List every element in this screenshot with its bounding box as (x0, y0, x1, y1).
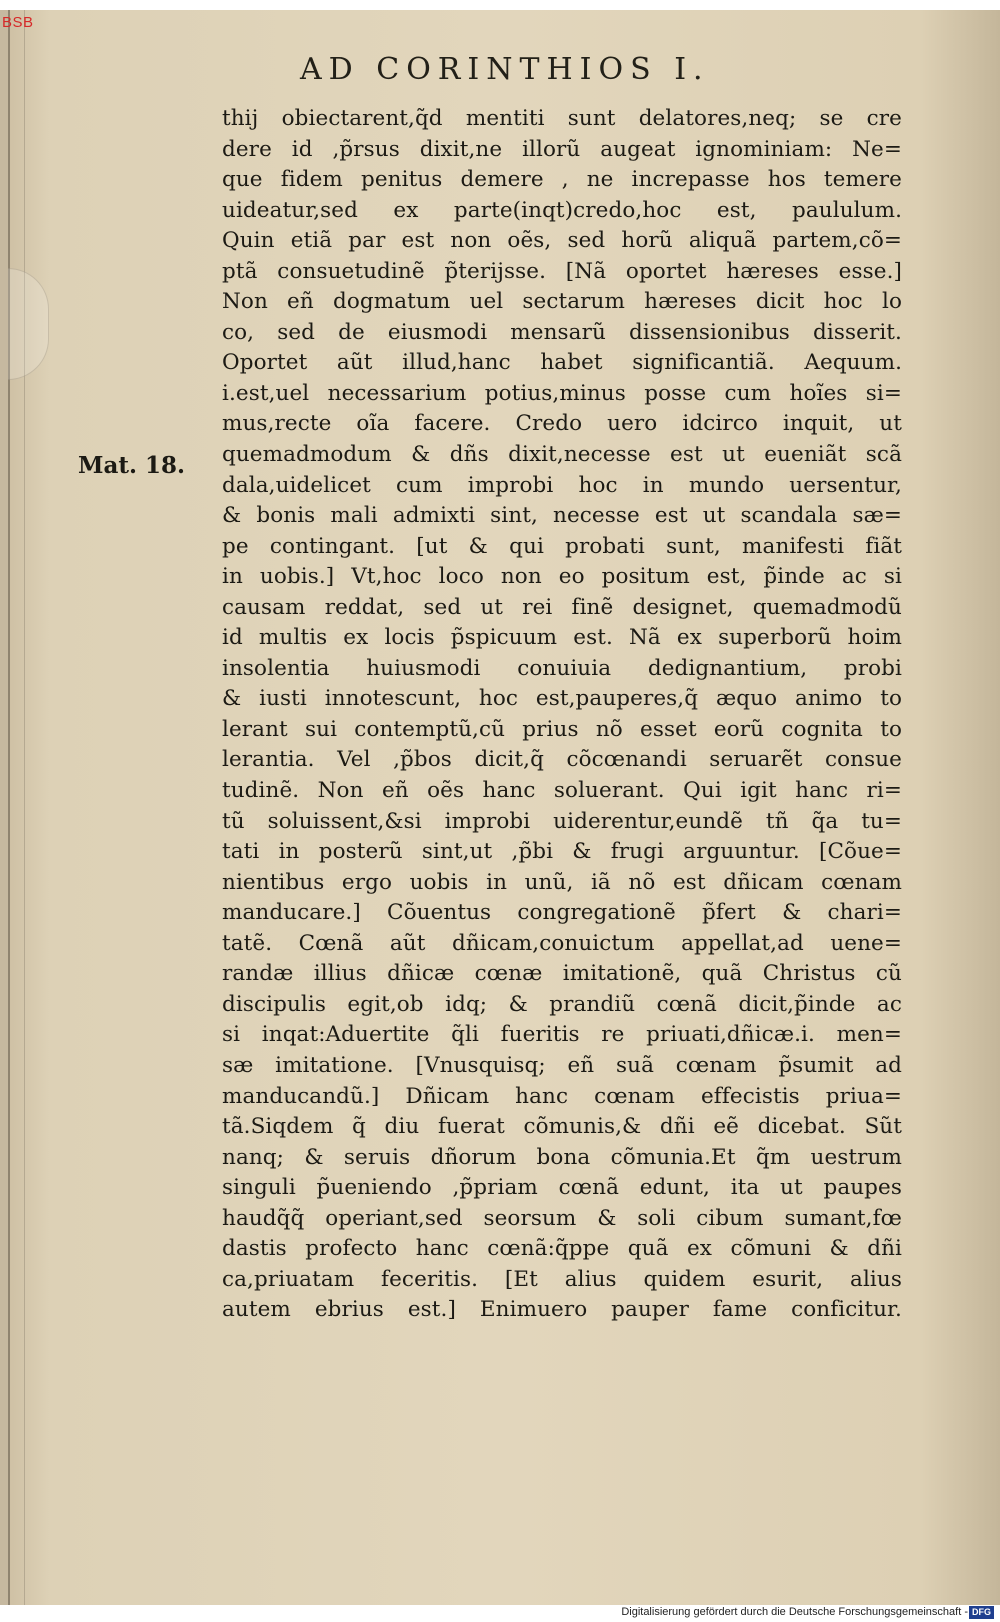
text-line: tã.Siqdem q̃ diu fuerat cõmunis,& dñi eẽ dicebat. Sũt (222, 1114, 902, 1140)
text-line: autem ebrius est.] Enimuero pauper fame conficitur. (222, 1297, 902, 1323)
text-line: & bonis mali admixti sint, necesse est ut scandala sæ= (222, 503, 902, 529)
text-line: mus,recte oĩa facere. Credo uero idcirco inquit, ut (222, 411, 902, 437)
text-line: dala,uidelicet cum improbi hoc in mundo uersentur, (222, 472, 902, 498)
text-line: haudq̃q̃ operiant,sed seorsum & soli cibum sumant,fœ (222, 1205, 902, 1231)
text-line: thij obiectarent,q̃d mentiti sunt delatores,neq; se cre (222, 106, 902, 131)
text-line: nanq; & seruis dñorum bona cõmunia.Et q̃m uestrum (222, 1144, 902, 1170)
text-line: Quin etiã par est non oẽs, sed horũ aliquã partem,cõ= (222, 228, 902, 254)
text-line: que fidem penitus demere , ne increpasse hos temere (222, 167, 902, 193)
text-line: manducare.] Cõuentus congregationẽ p̃fert & chari= (222, 900, 902, 926)
text-line: singuli p̃ueniendo ,p̃priam cœnã edunt, ita ut paupes (222, 1175, 902, 1201)
text-line: in uobis.] Vt,hoc loco non eo positum est, p̃inde ac si (222, 564, 902, 590)
text-line: discipulis egit,ob idq; & prandiũ cœnã dicit,p̃inde ac (222, 991, 902, 1017)
text-line: Non eñ dogmatum uel sectarum hæreses dicit hoc lo (222, 289, 902, 315)
text-line: tatẽ. Cœnã aũt dñicam,conuictum appellat,ad uene= (222, 930, 902, 956)
text-line: pe contingant. [ut & qui probati sunt, manifesti fiãt (222, 533, 902, 559)
text-line: Oportet aũt illud,hanc habet significantiã. Aequum. (222, 350, 902, 376)
text-line: tũ soluissent,&si improbi uiderentur,eundẽ tñ q̃a tu= (222, 808, 902, 834)
text-line: id multis ex locis p̃spicuum est. Nã ex superborũ hoim (222, 625, 902, 651)
running-head: AD CORINTHIOS I. (300, 52, 710, 87)
text-line: & iusti innotescunt, hoc est,pauperes,q̃ æquo animo to (222, 686, 902, 712)
text-line: tudinẽ. Non eñ oẽs hanc soluerant. Qui igit hanc ri= (222, 778, 902, 804)
text-line: tati in posterũ sint,ut ,p̃bi & frugi arguuntur. [Cõue= (222, 839, 902, 865)
text-line: manducandũ.] Dñicam hanc cœnam effecistis priua= (222, 1083, 902, 1109)
text-line: dastis profecto hanc cœnã:q̃ppe quã ex cõmuni & dñi (222, 1236, 902, 1262)
text-line: ca,priuatam feceritis. [Et alius quidem esurit, alius (222, 1266, 902, 1292)
margin-note: Mat. 18. (78, 452, 186, 479)
text-line: lerantia. Vel ,p̃bos dicit,q̃ cõcœnandi seruarẽt consue (222, 747, 902, 773)
text-line: i.est,uel necessarium potius,minus posse cum hoĩes si= (222, 380, 902, 406)
text-line: insolentia huiusmodi conuiuia dedignantium, probi (222, 655, 902, 681)
footer-credit: Digitalisierung gefördert durch die Deutsche Forschungsgemeinschaft - (621, 1606, 968, 1618)
text-line: sæ imitatione. [Vnusquisq; eñ suã cœnam p̃sumit ad (222, 1052, 902, 1078)
text-line: dere id ,p̃rsus dixit,ne illorũ augeat ignominiam: Ne= (222, 136, 902, 162)
body-text (222, 104, 902, 1326)
text-line: lerant sui contemptũ,cũ prius nõ esset eorũ cognita to (222, 716, 902, 742)
text-line: nientibus ergo uobis in unũ, iã nõ est dñicam cœnam (222, 869, 902, 895)
text-line: quemadmodum & dñs dixit,necesse est ut eueniãt scã (222, 442, 902, 468)
text-line: uideatur,sed ex parte(inqt)credo,hoc est, paululum. (222, 197, 902, 223)
library-mark: BSB (2, 14, 34, 31)
dfg-logo: DFG (969, 1606, 994, 1619)
text-line: si inqat:Aduertite q̃li fueritis re priuati,dñicæ.i. men= (222, 1022, 902, 1048)
text-line: randæ illius dñicæ cœnæ imitationẽ, quã Christus cũ (222, 961, 902, 987)
spine-edge (24, 10, 25, 1605)
text-line: co, sed de eiusmodi mensarũ dissensionibus disserit. (222, 319, 902, 345)
text-line: causam reddat, sed ut rei finẽ designet, quemadmodũ (222, 594, 902, 620)
text-line: ptã consuetudinẽ p̃terijsse. [Nã oportet hæreses esse.] (222, 258, 902, 284)
